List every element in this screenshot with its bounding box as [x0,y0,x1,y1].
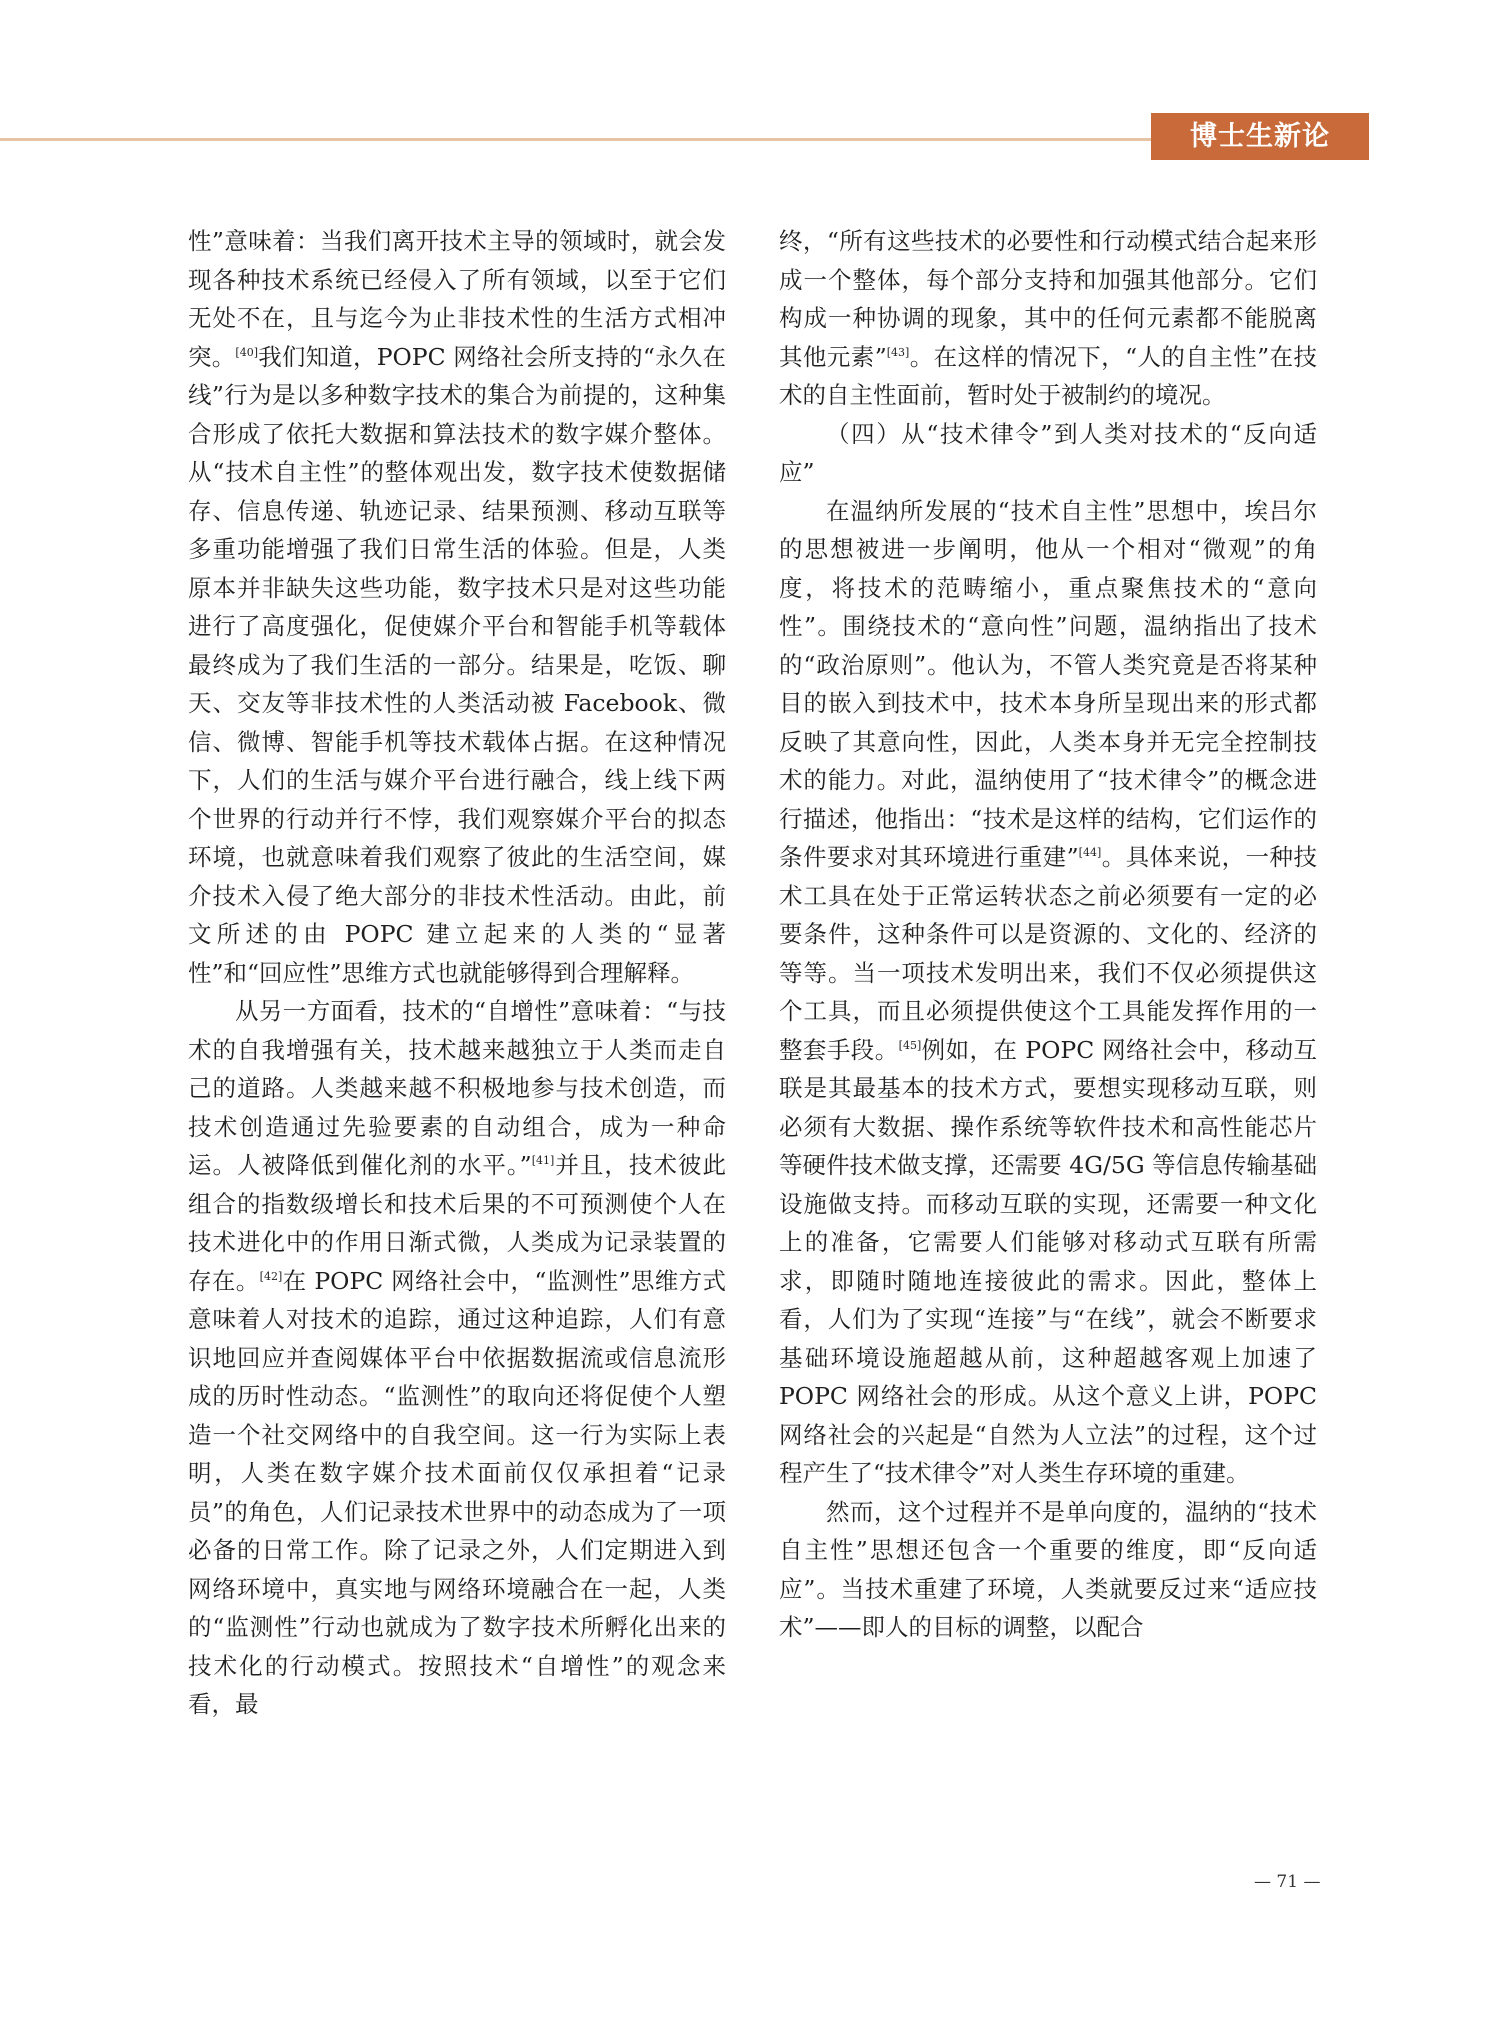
page-number: — 71 — [1254,1872,1321,1892]
paragraph-text: 。在这样的情况下，“人的自主性”在技术的自主性面前，暂时处于被制约的境况。 [779,342,1317,409]
footnote-ref-42: [42] [259,1269,283,1283]
paragraph-text: 在 POPC 网络社会中，“监测性”思维方式意味着人对技术的追踪，通过这种追踪，人们有意识地回应并查阅媒体平台中依据数据流或信息流形成的历时性动态。“监测性”的取向还将促使个人塑造一个社交网络中的自我空间。这一行为实际上表明，人类在数字媒介技术面前仅仅承担着“记录员”的角色，人们记录技术世界中的动态成为了一项必备的日常工作。除了记录之外，人们定期进入到网络环境中，真实地与网络环境融合在一起，人类的“监测性”行动也就成为了数字技术所孵化出来的技术化的行动模式。按照技术“自增性”的观念来看，最 [188,1266,726,1718]
paragraph [779,222,1317,415]
right-column [779,222,1317,1647]
section-tag: 博士生新论 [1151,113,1369,160]
footnote-ref-40: [40] [235,345,258,359]
paragraph-text: 性”意味着：当我们离开技术主导的领域时，就会发现各种技术系统已经侵入了所有领域，以至于它们无处不在，且与迄今为止非技术性的生活方式相冲突。 [188,227,726,371]
paragraph-text: 并且，技术彼此组合的指数级增长和技术后果的不可预测使个人在技术进化中的作用日渐式微，人类成为记录装置的存在。 [188,1151,727,1295]
section-heading: （四）从“技术律令”到人类对技术的“反向适应” [779,419,1317,486]
paragraph-text: 终，“所有这些技术的必要性和行动模式结合起来形成一个整体，每个部分支持和加强其他部分。它们构成一种协调的现象，其中的任何元素都不能脱离其他元素” [779,227,1317,371]
left-column [188,222,726,1724]
footnote-ref-43: [43] [886,345,910,359]
footnote-ref-45: [45] [898,1038,922,1052]
paragraph [779,492,1317,1493]
paragraph-text: 从另一方面看，技术的“自增性”意味着：“与技术的自我增强有关，技术越来越独立于人类而走自己的道路。人类越来越不积极地参与技术创造，而技术创造通过先验要素的自动组合，成为一种命运。人被降低到催化剂的水平。” [188,997,726,1179]
paragraph-text: 例如，在 POPC 网络社会中，移动互联是其最基本的技术方式，要想实现移动互联，则必须有大数据、操作系统等软件技术和高性能芯片等硬件技术做支撑，还需要 4G/5G 等信息传输基础设施做支持。而移动互联的实现，还需要一种文化上的准备，它需要人们能够对移动式互联有所需求，即随时随地连接彼此的需求。因此，整体上看，人们为了实现“连接”与“在线”，就会不断要求基础环境设施超越从前，这种超越客观上加速了 POPC 网络社会的形成。从这个意义上讲，POPC 网络社会的兴起是“自然为人立法”的过程，这个过程产生了“技术律令”对人类生存环境的重建。 [779,1035,1318,1487]
paragraph: 然而，这个过程并不是单向度的，温纳的“技术自主性”思想还包含一个重要的维度，即“反向适应”。当技术重建了环境，人类就要反过来“适应技术”——即人的目标的调整，以配合 [779,1497,1317,1641]
footnote-ref-44: [44] [1078,846,1102,859]
paragraph [188,222,726,992]
footnote-ref-41: [41] [531,1154,555,1167]
paragraph [188,992,726,1724]
paragraph-text: 在温纳所发展的“技术自主性”思想中，埃吕尔的思想被进一步阐明，他从一个相对“微观”的角度，将技术的范畴缩小，重点聚焦技术的“意向性”。围绕技术的“意向性”问题，温纳指出了技术的“政治原则”。他认为，不管人类究竟是否将某种目的嵌入到技术中，技术本身所呈现出来的形式都反映了其意向性，因此，人类本身并无完全控制技术的能力。对此，温纳使用了“技术律令”的概念进行描述，他指出：“技术是这样的结构，它们运作的条件要求对其环境进行重建” [779,496,1317,871]
paragraph-text: 我们知道，POPC 网络社会所支持的“永久在线”行为是以多种数字技术的集合为前提的，这种集合形成了依托大数据和算法技术的数字媒介整体。从“技术自主性”的整体观出发，数字技术使数据储存、信息传递、轨迹记录、结果预测、移动互联等多重功能增强了我们日常生活的体验。但是，人类原本并非缺失这些功能，数字技术只是对这些功能进行了高度强化，促使媒介平台和智能手机等载体最终成为了我们生活的一部分。结果是，吃饭、聊天、交友等非技术性的人类活动被 Facebook、微信、微博、智能手机等技术载体占据。在这种情况下，人们的生活与媒介平台进行融合，线上线下两个世界的行动并行不悖，我们观察媒介平台的拟态环境，也就意味着我们观察了彼此的生活空间，媒介技术入侵了绝大部分的非技术性活动。由此，前文所述的由 POPC 建立起来的人类的“显著性”和“回应性”思维方式也就能够得到合理解释。 [188,342,726,987]
paragraph-text: 。具体来说，一种技术工具在处于正常运转状态之前必须要有一定的必要条件，这种条件可以是资源的、文化的、经济的等等。当一项技术发明出来，我们不仅必须提供这个工具，而且必须提供使这个工具能发挥作用的一整套手段。 [779,843,1318,1064]
